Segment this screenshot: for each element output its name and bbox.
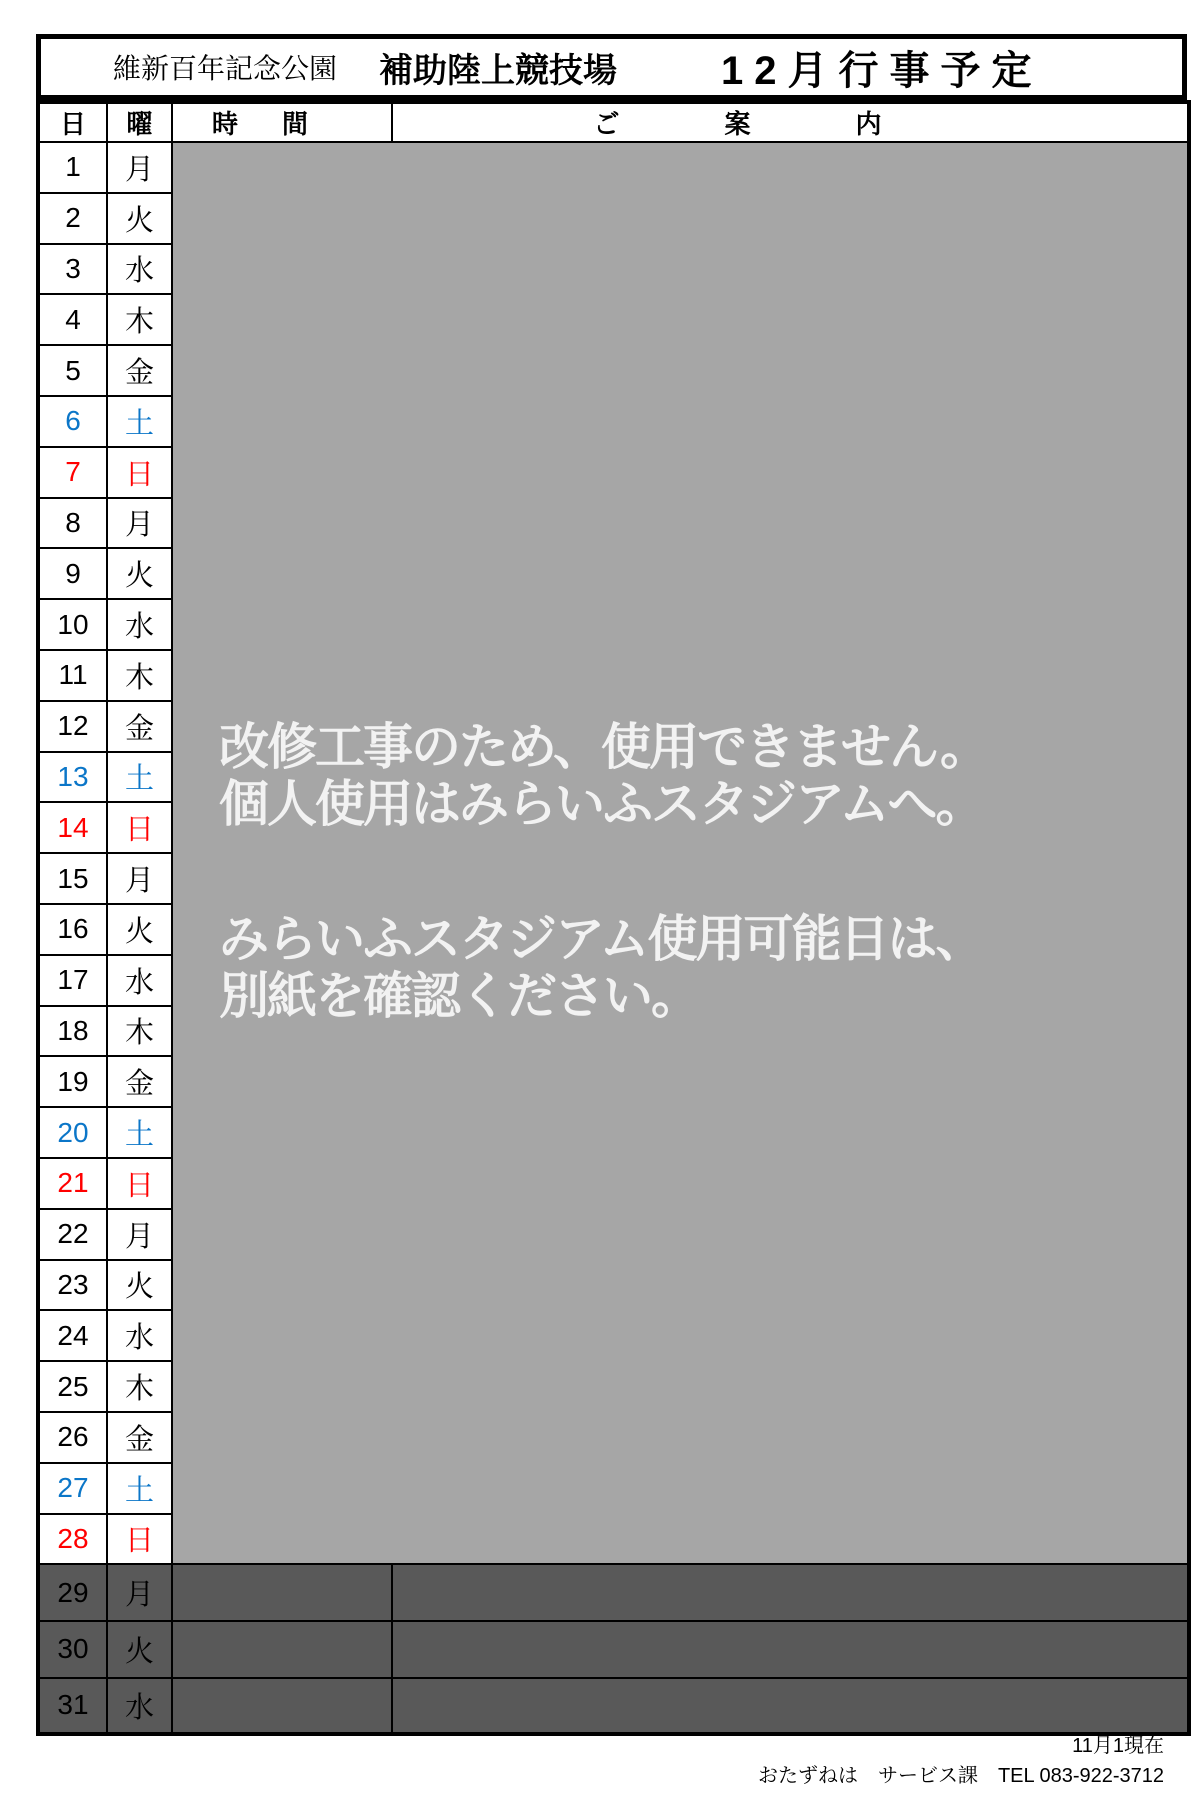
weekday-label: 月 — [107, 1209, 172, 1260]
day-number: 7 — [38, 447, 107, 498]
facility-name: 補助陸上競技場 — [379, 51, 618, 90]
weekday-label: 金 — [107, 701, 172, 752]
title-bar — [36, 34, 1187, 100]
day-number: 15 — [38, 853, 107, 904]
day-number: 4 — [38, 294, 107, 345]
day-number: 16 — [38, 904, 107, 955]
park-name: 維新百年記念公園 — [113, 53, 338, 84]
day-number: 6 — [38, 396, 107, 447]
calendar-row — [38, 142, 1189, 193]
weekday-label: 火 — [107, 193, 172, 244]
weekday-label: 水 — [107, 244, 172, 295]
col-header-day: 日 — [38, 102, 107, 142]
weekday-label: 土 — [107, 396, 172, 447]
weekday-label: 月 — [107, 498, 172, 549]
day-number: 24 — [38, 1310, 107, 1361]
closure-notice-overlay — [172, 142, 1189, 1564]
weekday-label: 木 — [107, 1361, 172, 1412]
info-cell — [392, 1564, 1189, 1621]
weekday-label: 月 — [107, 853, 172, 904]
day-number: 17 — [38, 955, 107, 1006]
day-number: 5 — [38, 345, 107, 396]
day-number: 18 — [38, 1006, 107, 1057]
weekday-label: 月 — [107, 1564, 172, 1621]
day-number: 14 — [38, 802, 107, 853]
time-cell — [172, 1621, 392, 1678]
weekday-label: 土 — [107, 1463, 172, 1514]
weekday-label: 水 — [107, 599, 172, 650]
notice-line-3: みらいふスタジアム使用可能日は、 — [219, 911, 984, 967]
calendar-row — [38, 1621, 1189, 1678]
day-number: 26 — [38, 1412, 107, 1463]
weekday-label: 火 — [107, 904, 172, 955]
weekday-label: 火 — [107, 548, 172, 599]
calendar-body — [38, 142, 1189, 1734]
notice-line-2: 個人使用はみらいふスタジアムへ。 — [219, 776, 984, 832]
weekday-label: 火 — [107, 1260, 172, 1311]
footer — [758, 1731, 1164, 1791]
calendar-row — [38, 1564, 1189, 1621]
day-number: 21 — [38, 1158, 107, 1209]
info-cell — [392, 1621, 1189, 1678]
weekday-label: 木 — [107, 650, 172, 701]
day-number: 19 — [38, 1056, 107, 1107]
weekday-label: 土 — [107, 752, 172, 803]
weekday-label: 木 — [107, 1006, 172, 1057]
day-number: 1 — [38, 142, 107, 193]
notice-line-1: 改修工事のため、使用できません。 — [219, 719, 988, 775]
info-cell — [392, 1678, 1189, 1735]
weekday-label: 水 — [107, 955, 172, 1006]
day-number: 27 — [38, 1463, 107, 1514]
day-number: 9 — [38, 548, 107, 599]
footer-contact: おたずねは サービス課 TEL 083-922-3712 — [757, 1765, 1164, 1787]
schedule-table — [36, 100, 1191, 1736]
day-number: 23 — [38, 1260, 107, 1311]
weekday-label: 金 — [107, 1056, 172, 1107]
column-header-row — [38, 102, 1189, 142]
col-header-time: 時間 — [172, 102, 392, 142]
weekday-label: 火 — [107, 1621, 172, 1678]
day-number: 13 — [38, 752, 107, 803]
day-number: 2 — [38, 193, 107, 244]
time-cell — [172, 1564, 392, 1621]
day-number: 30 — [38, 1621, 107, 1678]
col-header-weekday: 曜 — [107, 102, 172, 142]
calendar-row — [38, 1678, 1189, 1735]
weekday-label: 土 — [107, 1107, 172, 1158]
schedule-title: 12月行事予定 — [721, 48, 1043, 93]
day-number: 3 — [38, 244, 107, 295]
weekday-label: 金 — [107, 1412, 172, 1463]
weekday-label: 月 — [107, 142, 172, 193]
day-number: 31 — [38, 1678, 107, 1735]
notice-block — [219, 719, 988, 833]
day-number: 22 — [38, 1209, 107, 1260]
day-number: 25 — [38, 1361, 107, 1412]
time-cell — [172, 1678, 392, 1735]
notice-line-4: 別紙を確認ください。 — [219, 968, 699, 1024]
weekday-label: 日 — [107, 1158, 172, 1209]
weekday-label: 日 — [107, 1514, 172, 1565]
notice-block — [219, 911, 984, 1025]
day-number: 8 — [38, 498, 107, 549]
day-number: 20 — [38, 1107, 107, 1158]
footer-as-of: 11月1現在 — [1072, 1735, 1164, 1757]
weekday-label: 金 — [107, 345, 172, 396]
col-header-info: ご案内 — [392, 102, 1189, 142]
day-number: 28 — [38, 1514, 107, 1565]
weekday-label: 木 — [107, 294, 172, 345]
day-number: 10 — [38, 599, 107, 650]
weekday-label: 水 — [107, 1310, 172, 1361]
day-number: 12 — [38, 701, 107, 752]
weekday-label: 水 — [107, 1678, 172, 1735]
day-number: 11 — [38, 650, 107, 701]
weekday-label: 日 — [107, 802, 172, 853]
weekday-label: 日 — [107, 447, 172, 498]
day-number: 29 — [38, 1564, 107, 1621]
